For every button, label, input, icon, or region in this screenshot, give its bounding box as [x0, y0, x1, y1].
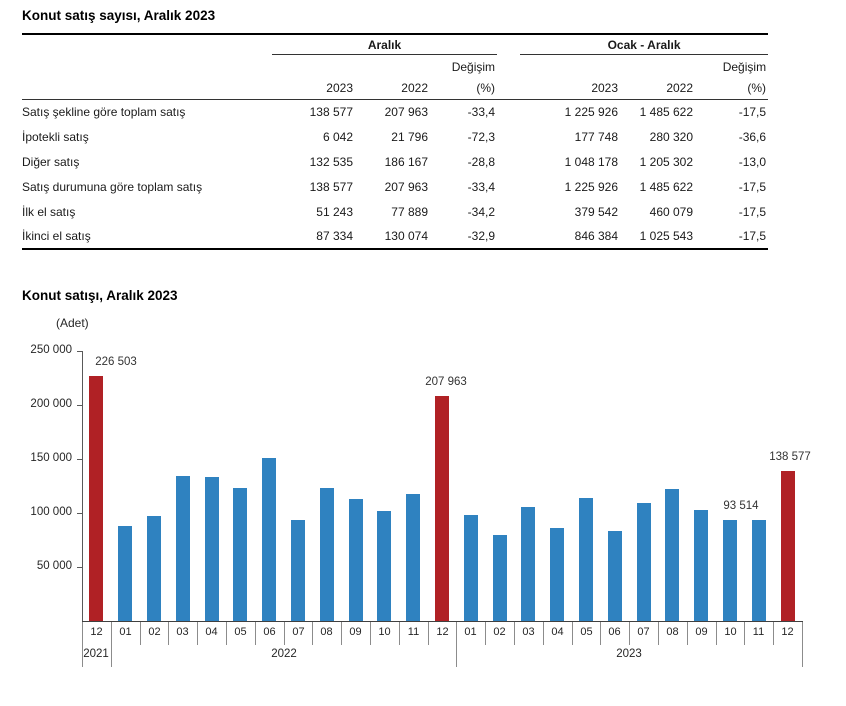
cell-value: 186 167 [384, 154, 428, 169]
percent-header: (%) [430, 77, 497, 99]
bar [723, 520, 737, 621]
table-row [22, 224, 768, 249]
cell-value: 130 074 [384, 229, 428, 243]
cell-value: -34,2 [467, 204, 496, 219]
bar-value-label: 207 963 [425, 376, 467, 388]
cell-value: 138 577 [309, 104, 353, 119]
bar [176, 476, 190, 621]
row-label: İpotekli satış [22, 129, 89, 144]
year-header: 2022 [355, 77, 430, 99]
empty-cell [497, 57, 620, 77]
x-tick-label: 07 [637, 626, 650, 638]
bar [521, 507, 535, 621]
x-tick-label: 01 [119, 626, 132, 638]
x-year-label: 2023 [616, 648, 642, 660]
bar [205, 477, 219, 621]
cell-value: 77 889 [391, 204, 428, 219]
bar-value-label: 138 577 [769, 451, 811, 463]
cell-value: 1 205 302 [639, 154, 694, 169]
table-row [22, 99, 768, 124]
cell-value: -33,4 [467, 104, 496, 119]
percent-header: (%) [695, 77, 768, 99]
cell-value: -72,3 [467, 129, 496, 144]
x-tick-label: 09 [349, 626, 362, 638]
bar [118, 526, 132, 621]
x-tick-label: 04 [551, 626, 564, 638]
bar [752, 520, 766, 621]
cell-value: -36,6 [738, 129, 767, 144]
row-label: Satış durumuna göre toplam satış [22, 179, 203, 194]
x-tick-label: 02 [148, 626, 161, 638]
bar-value-label: 226 503 [95, 356, 137, 368]
x-tick-label: 11 [407, 626, 420, 638]
x-tick-label: 03 [176, 626, 189, 638]
cell-value: 379 542 [574, 204, 619, 219]
empty-cell [22, 57, 272, 77]
cell-value: -17,5 [738, 104, 767, 119]
cell-value: 177 748 [574, 129, 619, 144]
group-header-aralik [272, 34, 497, 57]
table-row [22, 199, 768, 224]
cell-value: -17,5 [738, 204, 767, 219]
bar [637, 503, 651, 621]
x-tick-label: 09 [695, 626, 708, 638]
summary-table [22, 33, 768, 250]
cell-value: -17,5 [738, 179, 767, 194]
group-header-label: Ocak - Aralık [520, 38, 768, 55]
x-year-label: 2021 [83, 648, 109, 660]
table-row [22, 149, 768, 174]
housing-sales-bar-chart [0, 285, 846, 685]
bar [406, 494, 420, 621]
x-tick-label: 02 [493, 626, 506, 638]
x-tick-label: 06 [608, 626, 621, 638]
cell-value: 87 334 [316, 229, 353, 243]
change-header: Değişim [451, 60, 496, 74]
cell-value: 1 225 926 [564, 104, 619, 119]
x-year-label: 2022 [271, 648, 297, 660]
y-axis-unit-label: (Adet) [56, 316, 89, 330]
bar [262, 458, 276, 621]
y-axis-tick [77, 567, 82, 568]
cell-value: 280 320 [649, 129, 694, 144]
bar [233, 488, 247, 621]
row-label: İlk el satış [22, 204, 76, 219]
y-axis-tick [77, 405, 82, 406]
empty-cell [620, 57, 695, 77]
x-tick-label: 08 [320, 626, 333, 638]
x-tick-label: 11 [752, 626, 765, 638]
bar [377, 511, 391, 621]
y-tick-label: 150 000 [30, 452, 72, 464]
cell-value: 846 384 [574, 229, 619, 243]
report-title: Konut satış sayısı, Aralık 2023 [22, 8, 216, 23]
cell-value: -32,9 [467, 229, 496, 243]
table-row [22, 124, 768, 149]
cell-value: 138 577 [309, 179, 353, 194]
y-tick-label: 100 000 [30, 506, 72, 518]
cell-value: 1 225 926 [564, 179, 619, 194]
bar [493, 535, 507, 621]
cell-value: 460 079 [649, 204, 694, 219]
table-year-header-row [22, 77, 768, 99]
bar [464, 515, 478, 621]
cell-value: 51 243 [316, 204, 353, 219]
cell-value: 207 963 [384, 104, 428, 119]
empty-cell [355, 57, 430, 77]
change-header: Değişim [722, 60, 767, 74]
y-tick-label: 50 000 [36, 560, 72, 572]
x-axis-line [82, 621, 803, 622]
bar [550, 528, 564, 621]
empty-cell [272, 57, 355, 77]
y-axis-tick [77, 351, 82, 352]
row-label: İkinci el satış [22, 229, 91, 243]
cell-value: 1 485 622 [639, 179, 694, 194]
x-tick-label: 04 [205, 626, 218, 638]
bar [291, 520, 305, 621]
x-tick-label: 12 [781, 626, 794, 638]
x-tick-label: 10 [724, 626, 737, 638]
bar [608, 531, 622, 621]
bar [694, 510, 708, 621]
cell-value: 6 042 [322, 129, 353, 144]
bar-highlight [435, 396, 449, 621]
cell-value: -28,8 [467, 154, 496, 169]
chart-title: Konut satışı, Aralık 2023 [22, 288, 178, 303]
cell-value: -33,4 [467, 179, 496, 194]
bar-highlight [781, 471, 795, 621]
bar [320, 488, 334, 621]
cell-value: -13,0 [738, 154, 767, 169]
group-header-ocak-aralik [497, 34, 768, 57]
y-tick-label: 200 000 [30, 398, 72, 410]
cell-value: 1 485 622 [639, 104, 694, 119]
x-tick-label: 01 [464, 626, 477, 638]
x-axis-divider [802, 622, 803, 667]
table-row [22, 174, 768, 199]
x-tick-label: 07 [292, 626, 305, 638]
bar [147, 516, 161, 621]
x-tick-label: 06 [263, 626, 276, 638]
x-tick-label: 10 [378, 626, 391, 638]
corner-cell [22, 34, 272, 57]
bar [349, 499, 363, 621]
group-header-label: Aralık [272, 38, 497, 55]
bar-value-label: 93 514 [723, 500, 759, 512]
row-label: Satış şekline göre toplam satış [22, 104, 186, 119]
y-axis-tick [77, 459, 82, 460]
cell-value: 132 535 [309, 154, 353, 169]
cell-value: 1 025 543 [639, 229, 694, 243]
bar [665, 489, 679, 621]
year-header: 2023 [272, 77, 355, 99]
x-tick-label: 05 [234, 626, 247, 638]
bar [579, 498, 593, 621]
x-tick-label: 05 [580, 626, 593, 638]
y-tick-label: 250 000 [30, 344, 72, 356]
x-tick-label: 08 [666, 626, 679, 638]
y-axis-line [82, 351, 83, 621]
cell-value: 21 796 [391, 129, 428, 144]
x-tick-label: 03 [522, 626, 535, 638]
y-axis-tick [77, 513, 82, 514]
bar-highlight [89, 376, 103, 621]
empty-cell [22, 77, 272, 99]
cell-value: 207 963 [384, 179, 428, 194]
year-header: 2022 [620, 77, 695, 99]
row-label: Diğer satış [22, 154, 80, 169]
year-header: 2023 [497, 77, 620, 99]
cell-value: 1 048 178 [564, 154, 619, 169]
x-tick-label: 12 [90, 626, 103, 638]
table-change-header-row [22, 57, 768, 77]
table-group-header-row [22, 34, 768, 57]
x-tick-label: 12 [436, 626, 449, 638]
cell-value: -17,5 [738, 229, 767, 243]
